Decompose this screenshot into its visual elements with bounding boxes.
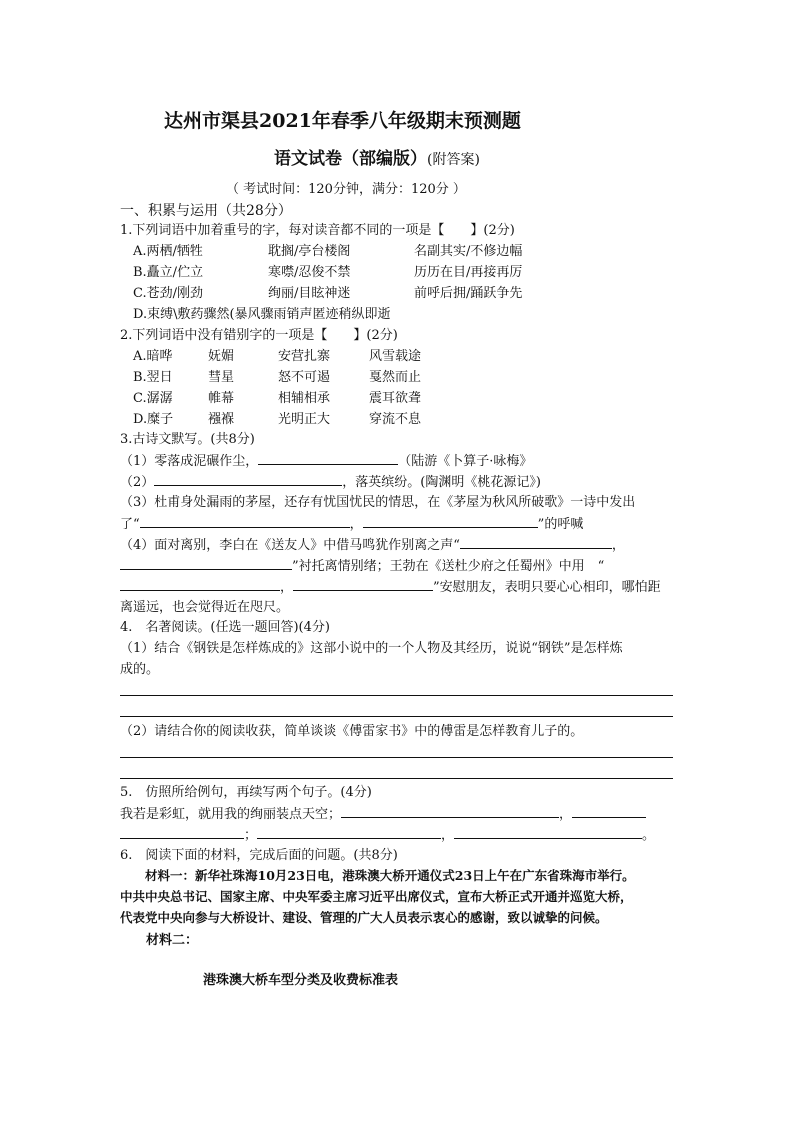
q3-text: ”的呼喊: [537, 517, 584, 532]
q3-text: （4）面对离别，李白在《送友人》中借马鸣犹作别离之声“: [120, 538, 460, 553]
option-cell: 寒噤/忍俊不禁: [268, 265, 351, 280]
q3-text: （1）零落成泥碾作尘，: [120, 454, 259, 469]
option-cell: D.糜子: [133, 412, 174, 427]
q2-option-b: [0, 369, 794, 387]
option-cell: 怒不可遏: [278, 370, 331, 385]
question-4-stem: 4. 名著阅读。(任选一题回答)(4分): [120, 620, 330, 635]
option-cell: 风雪载途: [369, 349, 422, 364]
q1-option-b: [0, 264, 794, 282]
q3-text: ”安慰朋友，表明只要心心相印，哪怕距: [433, 580, 661, 595]
q3-text: ”衬托离情别绪；王勃在《送杜少府之任蜀州》中用 “: [292, 559, 605, 574]
answer-blank[interactable]: [257, 826, 441, 839]
option-cell: 震耳欲聋: [369, 391, 422, 406]
answer-blank[interactable]: [120, 557, 292, 570]
option-cell: 前呼后拥/踊跃争先: [414, 286, 523, 301]
q3-line-7: [120, 578, 661, 597]
q2-option-a: [0, 348, 794, 366]
q4-part-1-cont: 成的。: [120, 662, 160, 677]
q3-text: （陆游《卜算子·咏梅》: [398, 454, 533, 469]
option-cell: 帷幕: [208, 391, 235, 406]
answer-blank[interactable]: [460, 536, 612, 549]
q3-line-5: [120, 536, 625, 555]
q4-part-2: （2）请结合你的阅读收获，简单谈谈《傅雷家书》中的傅雷是怎样教育儿子的。: [120, 724, 584, 739]
q2-option-c: [0, 390, 794, 408]
q3-text: ，: [280, 580, 294, 595]
q5-example: 我若是彩虹，就用我的绚丽装点天空；: [120, 807, 342, 822]
subtitle-main: 语文试卷（部编版）: [274, 149, 427, 169]
answer-line[interactable]: [120, 778, 673, 779]
q1-option-a: [0, 243, 794, 261]
answer-blank[interactable]: [454, 826, 642, 839]
q3-text: ，: [349, 517, 363, 532]
subtitle-note: (附答案): [427, 152, 480, 168]
answer-blank[interactable]: [140, 515, 350, 528]
q4-part-1: （1）结合《钢铁是怎样炼成的》这部小说中的一个人物及其经历，说说“钢铁”是怎样炼: [120, 641, 623, 656]
exam-subtitle: [274, 148, 480, 171]
q5-text: ；: [244, 828, 258, 843]
option-cell: 安营扎寨: [278, 349, 331, 364]
exam-info: （ 考试时间：120分钟，满分：120分 ）: [226, 182, 466, 197]
answer-blank[interactable]: [363, 515, 538, 528]
q2-option-d: [0, 411, 794, 429]
q1-option-d: [0, 306, 794, 324]
option-cell: 妩媚: [208, 349, 235, 364]
question-5-stem: 5. 仿照所给例句，再续写两个句子。(4分): [120, 785, 372, 800]
option-cell: 襁褓: [208, 412, 235, 427]
q3-text: （2）: [120, 475, 155, 490]
table-title: 港珠澳大桥车型分类及收费标准表: [203, 973, 399, 988]
option-cell: 戛然而止: [369, 370, 422, 385]
option-cell: A.两栖/牺牲: [133, 244, 203, 259]
q5-line-1: [120, 805, 646, 824]
q5-text: ，: [559, 807, 573, 822]
material-1-line-1: 材料一：新华社珠海10月23日电，港珠澳大桥开通仪式23日上午在广东省珠海市举行。: [120, 868, 635, 883]
q3-line-3: （3）杜甫身处漏雨的茅屋，还存有忧国忧民的情思，在《茅屋为秋风所破歌》一诗中发出: [120, 495, 636, 510]
answer-blank[interactable]: [572, 805, 646, 818]
q5-line-2: [120, 826, 655, 845]
q3-line-6: [120, 557, 604, 576]
material-1-line-3: 代表党中央向参与大桥设计、建设、管理的广大人员表示衷心的感谢，致以诚挚的问候。: [120, 910, 608, 925]
option-cell: C.潺潺: [133, 391, 173, 406]
q3-text: ，: [611, 538, 625, 553]
q3-line-2: [120, 473, 541, 492]
answer-line[interactable]: [120, 757, 673, 758]
answer-line[interactable]: [120, 695, 673, 696]
answer-blank[interactable]: [341, 805, 559, 818]
q5-text: 。: [642, 828, 656, 843]
option-cell: B.矗立/伫立: [133, 265, 204, 280]
option-cell: B.翌日: [133, 370, 173, 385]
answer-blank[interactable]: [293, 578, 433, 591]
answer-blank[interactable]: [120, 578, 280, 591]
option-cell: 绚丽/目眩神迷: [268, 286, 351, 301]
answer-line[interactable]: [120, 716, 673, 717]
q1-option-c: [0, 285, 794, 303]
option-cell: 耽搁/亭台楼阁: [268, 244, 351, 259]
question-1-stem: 1.下列词语中加着重号的字，每对读音都不同的一项是【 】(2分): [120, 223, 515, 238]
page-title: 达州市渠县2021年春季八年级期末预测题: [164, 110, 521, 132]
q3-line-8: 离遥远，也会觉得近在咫尺。: [120, 600, 290, 615]
option-cell: 穿流不息: [369, 412, 422, 427]
answer-blank[interactable]: [120, 826, 244, 839]
q3-text: ，落英缤纷。(陶渊明《桃花源记》): [342, 475, 541, 490]
answer-blank[interactable]: [154, 473, 342, 486]
option-cell: 光明正大: [278, 412, 331, 427]
option-cell: 历历在目/再接再厉: [414, 265, 523, 280]
q5-text: ，: [441, 828, 455, 843]
option-cell: D.束缚\敷药骤然(暴风骤雨销声匿迹稍纵即逝: [133, 307, 391, 322]
question-6-stem: 6. 阅读下面的材料，完成后面的问题。(共8分): [120, 848, 398, 863]
option-cell: 名副其实/不修边幅: [414, 244, 523, 259]
option-cell: 相辅相承: [278, 391, 331, 406]
question-3-stem: 3.古诗文默写。(共8分): [120, 432, 255, 447]
q3-line-4: [120, 515, 583, 534]
section-heading: 一、积累与运用（共28分）: [120, 203, 292, 219]
material-1-line-2: 中共中央总书记、国家主席、中央军委主席习近平出席仪式，宣布大桥正式开通并巡览大桥，: [120, 889, 633, 904]
question-2-stem: 2.下列词语中没有错别字的一项是【 】(2分): [120, 328, 398, 343]
option-cell: 彗星: [208, 370, 235, 385]
answer-blank[interactable]: [258, 452, 398, 465]
q3-text: 了“: [120, 517, 140, 532]
q3-line-1: [120, 452, 532, 471]
option-cell: A.暗哗: [133, 349, 173, 364]
material-2-label: 材料二：: [120, 933, 199, 948]
option-cell: C.苍劲/刚劲: [133, 286, 203, 301]
